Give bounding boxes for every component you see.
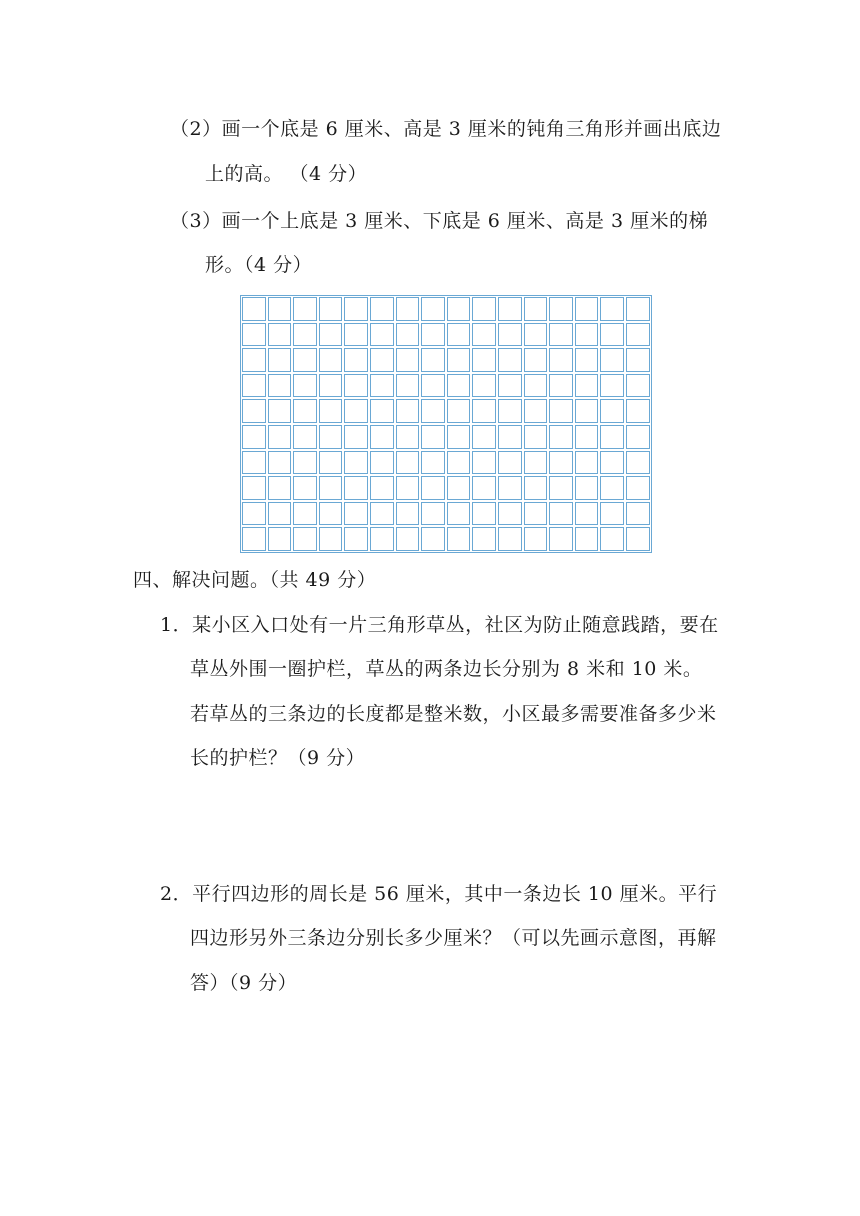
grid-cell[interactable]: [268, 502, 292, 526]
grid-cell[interactable]: [293, 348, 317, 372]
grid-cell[interactable]: [524, 297, 548, 321]
grid-cell[interactable]: [293, 476, 317, 500]
grid-cell[interactable]: [549, 451, 573, 475]
grid-cell[interactable]: [319, 323, 343, 347]
grid-cell[interactable]: [396, 476, 420, 500]
grid-cell[interactable]: [242, 348, 266, 372]
grid-cell[interactable]: [549, 399, 573, 423]
grid-cell[interactable]: [498, 399, 522, 423]
grid-cell[interactable]: [242, 399, 266, 423]
grid-cell[interactable]: [600, 476, 624, 500]
grid-cell[interactable]: [370, 502, 394, 526]
grid-cell[interactable]: [626, 399, 650, 423]
grid-cell[interactable]: [421, 476, 445, 500]
grid-cell[interactable]: [600, 297, 624, 321]
problem-1-line-3: 若草丛的三条边的长度都是整米数，小区最多需要准备多少米: [190, 703, 717, 725]
grid-cell[interactable]: [268, 527, 292, 551]
grid-cell[interactable]: [575, 527, 599, 551]
grid-cell[interactable]: [319, 451, 343, 475]
grid-cell[interactable]: [319, 348, 343, 372]
grid-cell[interactable]: [575, 476, 599, 500]
grid-cell[interactable]: [370, 399, 394, 423]
grid-cell[interactable]: [344, 527, 368, 551]
grid-cell[interactable]: [319, 425, 343, 449]
grid-cell[interactable]: [626, 451, 650, 475]
grid-cell[interactable]: [524, 374, 548, 398]
grid-cell[interactable]: [524, 476, 548, 500]
grid-cell[interactable]: [242, 323, 266, 347]
grid-cell[interactable]: [472, 527, 496, 551]
problem-1-line-4: 长的护栏？（9 分）: [190, 747, 366, 769]
grid-cell[interactable]: [293, 399, 317, 423]
grid-cell[interactable]: [370, 425, 394, 449]
problem-1-line-2: 草丛外围一圈护栏，草丛的两条边长分别为 8 米和 10 米。: [190, 658, 703, 680]
grid-cell[interactable]: [421, 374, 445, 398]
grid-cell[interactable]: [396, 451, 420, 475]
grid-cell[interactable]: [472, 374, 496, 398]
grid-cell[interactable]: [396, 425, 420, 449]
grid-cell[interactable]: [421, 399, 445, 423]
grid-cell[interactable]: [447, 502, 471, 526]
grid-cell[interactable]: [549, 348, 573, 372]
grid-cell[interactable]: [549, 502, 573, 526]
grid-cell[interactable]: [549, 425, 573, 449]
grid-cell[interactable]: [370, 323, 394, 347]
grid-cell[interactable]: [524, 323, 548, 347]
grid-cell[interactable]: [421, 502, 445, 526]
grid-cell[interactable]: [421, 527, 445, 551]
grid-cell[interactable]: [370, 348, 394, 372]
grid-cell[interactable]: [319, 476, 343, 500]
grid-cell[interactable]: [370, 374, 394, 398]
problem-1-line-1: 1．某小区入口处有一片三角形草丛，社区为防止随意践踏，要在: [160, 614, 719, 636]
grid-cell[interactable]: [524, 348, 548, 372]
problem-2-line-3: 答）（9 分）: [190, 972, 298, 994]
grid-cell[interactable]: [447, 348, 471, 372]
grid-cell[interactable]: [447, 323, 471, 347]
grid-cell[interactable]: [268, 297, 292, 321]
grid-cell[interactable]: [344, 374, 368, 398]
grid-cell[interactable]: [447, 527, 471, 551]
grid-cell[interactable]: [268, 374, 292, 398]
grid-cell[interactable]: [549, 374, 573, 398]
grid-cell[interactable]: [344, 476, 368, 500]
grid-cell[interactable]: [344, 323, 368, 347]
grid-cell[interactable]: [626, 348, 650, 372]
grid-cell[interactable]: [319, 374, 343, 398]
grid-cell[interactable]: [575, 451, 599, 475]
grid-cell[interactable]: [344, 425, 368, 449]
grid-cell[interactable]: [600, 425, 624, 449]
grid-cell[interactable]: [472, 451, 496, 475]
grid-cell[interactable]: [344, 348, 368, 372]
drawing-grid[interactable]: [240, 295, 652, 553]
grid-cell[interactable]: [600, 527, 624, 551]
grid-cell[interactable]: [549, 297, 573, 321]
grid-cell[interactable]: [396, 297, 420, 321]
grid-cell[interactable]: [293, 323, 317, 347]
grid-cell[interactable]: [293, 527, 317, 551]
grid-cell[interactable]: [447, 374, 471, 398]
grid-cell[interactable]: [524, 527, 548, 551]
grid-cell[interactable]: [370, 476, 394, 500]
grid-cell[interactable]: [600, 348, 624, 372]
grid-cell[interactable]: [498, 297, 522, 321]
grid-cell[interactable]: [396, 374, 420, 398]
grid-cell[interactable]: [319, 502, 343, 526]
grid-cell[interactable]: [626, 323, 650, 347]
grid-cell[interactable]: [626, 502, 650, 526]
grid-cell[interactable]: [293, 502, 317, 526]
q2-line-1: （2）画一个底是 6 厘米、高是 3 厘米的钝角三角形并画出底边: [170, 118, 722, 140]
grid-cell[interactable]: [472, 348, 496, 372]
grid-cell[interactable]: [242, 374, 266, 398]
grid-cell[interactable]: [268, 425, 292, 449]
grid-cell[interactable]: [498, 527, 522, 551]
grid-cell[interactable]: [370, 527, 394, 551]
grid-cell[interactable]: [626, 527, 650, 551]
grid-cell[interactable]: [472, 502, 496, 526]
grid-cell[interactable]: [447, 399, 471, 423]
grid-cell[interactable]: [524, 502, 548, 526]
grid-cell[interactable]: [396, 323, 420, 347]
grid-cell[interactable]: [575, 374, 599, 398]
grid-cell[interactable]: [396, 399, 420, 423]
grid-cell[interactable]: [268, 348, 292, 372]
grid-cell[interactable]: [293, 425, 317, 449]
grid-cell[interactable]: [472, 425, 496, 449]
grid-cell[interactable]: [242, 476, 266, 500]
grid-cell[interactable]: [421, 297, 445, 321]
grid-cell[interactable]: [600, 451, 624, 475]
grid-cell[interactable]: [447, 425, 471, 449]
grid-cell[interactable]: [268, 451, 292, 475]
grid-cell[interactable]: [575, 297, 599, 321]
grid-cell[interactable]: [242, 451, 266, 475]
grid-cell[interactable]: [600, 374, 624, 398]
grid-cell[interactable]: [344, 502, 368, 526]
grid-cell[interactable]: [600, 323, 624, 347]
grid-cell[interactable]: [498, 323, 522, 347]
grid-cell[interactable]: [498, 502, 522, 526]
grid-cell[interactable]: [626, 374, 650, 398]
grid-cell[interactable]: [293, 374, 317, 398]
q3-line-1: （3）画一个上底是 3 厘米、下底是 6 厘米、高是 3 厘米的梯: [170, 210, 709, 232]
grid-cell[interactable]: [447, 476, 471, 500]
grid-cell[interactable]: [319, 399, 343, 423]
grid-cell[interactable]: [344, 297, 368, 321]
grid-cell[interactable]: [447, 451, 471, 475]
grid-cell[interactable]: [396, 348, 420, 372]
grid-cell[interactable]: [344, 399, 368, 423]
grid-cell[interactable]: [575, 348, 599, 372]
grid-cell[interactable]: [268, 399, 292, 423]
grid-cell[interactable]: [472, 399, 496, 423]
grid-cell[interactable]: [242, 502, 266, 526]
grid-cell[interactable]: [472, 323, 496, 347]
q3-line-2: 形。（4 分）: [205, 254, 313, 276]
grid-cell[interactable]: [626, 476, 650, 500]
grid-cell[interactable]: [524, 425, 548, 449]
grid-cell[interactable]: [472, 476, 496, 500]
grid-cell[interactable]: [600, 502, 624, 526]
problem-2-line-1: 2．平行四边形的周长是 56 厘米，其中一条边长 10 厘米。平行: [160, 883, 718, 905]
grid-cell[interactable]: [319, 297, 343, 321]
grid-cell[interactable]: [421, 348, 445, 372]
grid-cell[interactable]: [268, 323, 292, 347]
problem-1-answer-space[interactable]: [160, 790, 740, 870]
grid-cell[interactable]: [421, 323, 445, 347]
grid-cell[interactable]: [344, 451, 368, 475]
grid-cell[interactable]: [524, 451, 548, 475]
grid-cell[interactable]: [242, 527, 266, 551]
grid-cell[interactable]: [293, 297, 317, 321]
grid-cell[interactable]: [421, 425, 445, 449]
grid-cell[interactable]: [370, 451, 394, 475]
grid-cell[interactable]: [370, 297, 394, 321]
grid-cell[interactable]: [396, 502, 420, 526]
grid-cell[interactable]: [242, 297, 266, 321]
grid-cell[interactable]: [293, 451, 317, 475]
grid-cell[interactable]: [575, 502, 599, 526]
grid-cell[interactable]: [268, 476, 292, 500]
problem-2-answer-space[interactable]: [160, 1010, 740, 1190]
section-4-heading: 四、解决问题。（共 49 分）: [133, 569, 377, 591]
grid-cell[interactable]: [498, 425, 522, 449]
grid-cell[interactable]: [498, 348, 522, 372]
grid-cell[interactable]: [575, 425, 599, 449]
grid-cell[interactable]: [575, 399, 599, 423]
grid-cell[interactable]: [600, 399, 624, 423]
problem-2-line-2: 四边形另外三条边分别长多少厘米？（可以先画示意图，再解: [190, 927, 717, 949]
grid-cell[interactable]: [549, 476, 573, 500]
grid-cell[interactable]: [498, 451, 522, 475]
grid-cell[interactable]: [626, 425, 650, 449]
grid-cell[interactable]: [498, 476, 522, 500]
grid-cell[interactable]: [549, 323, 573, 347]
q2-line-2: 上的高。 （4 分）: [205, 163, 368, 185]
grid-cell[interactable]: [575, 323, 599, 347]
grid-cell[interactable]: [472, 297, 496, 321]
grid-cell[interactable]: [319, 527, 343, 551]
grid-cell[interactable]: [396, 527, 420, 551]
grid-cell[interactable]: [524, 399, 548, 423]
grid-cell[interactable]: [549, 527, 573, 551]
grid-cell[interactable]: [242, 425, 266, 449]
grid-cell[interactable]: [421, 451, 445, 475]
grid-cell[interactable]: [498, 374, 522, 398]
grid-cell[interactable]: [447, 297, 471, 321]
grid-cell[interactable]: [626, 297, 650, 321]
